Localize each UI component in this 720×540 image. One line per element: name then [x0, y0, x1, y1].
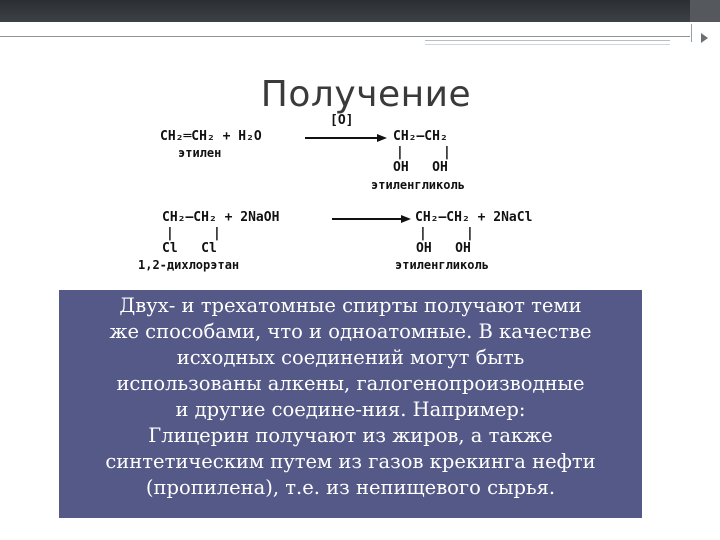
top-bar-accent — [690, 0, 720, 22]
body-text-line: Двух- и трехатомные спирты получают теми — [119, 294, 582, 317]
reaction-2-reactant-groups: Cl Cl — [162, 241, 217, 256]
body-text-line: (пропилена), т.е. из непищевого сырья. — [145, 476, 556, 499]
header-rule-secondary — [425, 40, 670, 41]
body-text-line: Глицерин получают из жиров, а также — [148, 424, 553, 447]
reaction-2-product-name: этиленгликоль — [395, 258, 489, 272]
body-text-line: синтетическим путем из газов крекинга нефти — [105, 450, 596, 473]
body-text-line: использованы алкены, галогенопроизводные — [116, 372, 585, 395]
reaction-2-product-groups: OH OH — [416, 241, 471, 256]
reaction-1-reagent: [O] — [330, 113, 354, 128]
reaction-2-arrow-icon — [401, 215, 411, 223]
reaction-2-product: CH₂—CH₂ + 2NaCl — [415, 210, 533, 225]
body-text-box — [59, 290, 642, 518]
top-bar — [0, 0, 720, 22]
slide-title: Получение — [260, 74, 472, 115]
reaction-1-product: CH₂—CH₂ — [393, 129, 448, 144]
reaction-1-arrow-icon — [377, 134, 387, 142]
body-text-line: исходных соединений могут быть — [176, 346, 525, 369]
reaction-2-reactant-name: 1,2-дихлорэтан — [138, 258, 240, 272]
reaction-2-product-bonds: | | — [419, 226, 474, 241]
header-rule-tertiary — [425, 44, 670, 45]
reaction-1-product-groups: OH OH — [393, 160, 448, 175]
reaction-1-arrow-line — [305, 137, 378, 139]
reaction-1-product-bonds: | | — [396, 145, 451, 160]
header-rule — [0, 36, 690, 37]
reaction-1-reactants: CH₂═CH₂ + H₂O — [160, 129, 262, 144]
reaction-1-reactant-name: этилен — [178, 146, 222, 160]
slide-marker-icon — [701, 33, 708, 43]
reaction-2-reactants: CH₂—CH₂ + 2NaOH — [162, 210, 280, 225]
body-text-line: же способами, что и одноатомные. В качестве — [109, 320, 592, 343]
reaction-2-arrow-line — [332, 218, 402, 220]
header-divider — [691, 24, 692, 42]
reaction-1-product-name: этиленгликоль — [371, 178, 465, 192]
reaction-2-reactant-bonds: | | — [166, 226, 221, 241]
body-text-line: и другие соедине-ния. Например: — [175, 398, 526, 421]
